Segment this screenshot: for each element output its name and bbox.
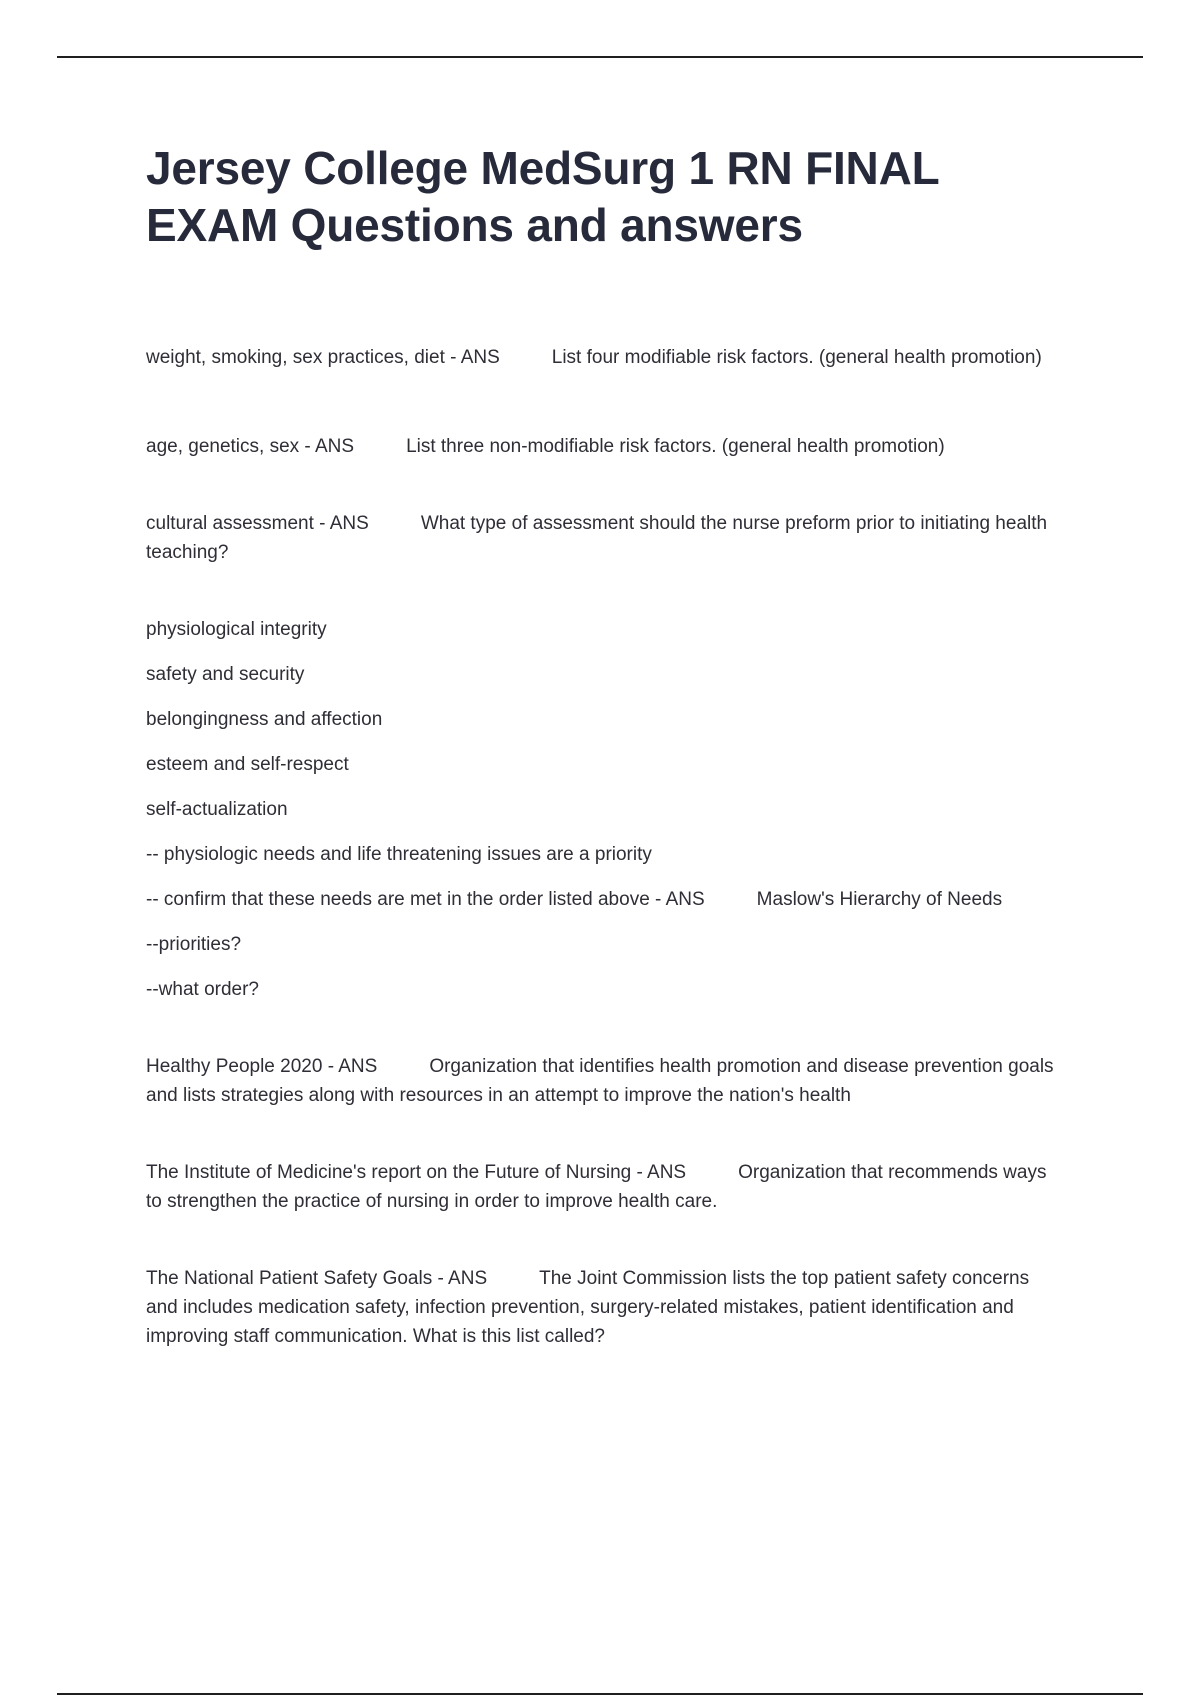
answer-text: weight, smoking, sex practices, diet - ANS [146, 347, 500, 368]
list-line: physiological integrity [146, 619, 327, 640]
question-text: Organization that identifies health promotion and disease prevention goals and lists strategies along with resources in an attempt to improve the nation's health [146, 1056, 1054, 1106]
qa-entry [146, 1158, 1066, 1216]
document-title: Jersey College MedSurg 1 RN FINAL EXAM Questions and answers [146, 142, 939, 251]
list-line: safety and security [146, 664, 305, 685]
qa-entry [146, 343, 1066, 372]
qa-line [146, 1264, 1066, 1351]
list-line: belongingness and affection [146, 709, 383, 730]
list-line: -- physiologic needs and life threatening issues are a priority [146, 844, 652, 865]
question-text: Organization that recommends ways to strengthen the practice of nursing in order to improve health care. [146, 1162, 1047, 1212]
answer-text: age, genetics, sex - ANS [146, 436, 355, 457]
list-line: esteem and self-respect [146, 754, 349, 775]
question-text: List three non-modifiable risk factors. (general health promotion) [406, 436, 945, 457]
qa-entry [146, 432, 1066, 461]
question-text: What type of assessment should the nurse preform prior to initiating health teaching? [146, 513, 1048, 563]
question-text: List four modifiable risk factors. (general health promotion) [551, 347, 1042, 368]
bottom-rule [57, 1693, 1143, 1695]
document-page [146, 140, 1066, 1351]
list-line: --what order? [146, 979, 259, 1000]
answer-text: -- confirm that these needs are met in the order listed above - ANS [146, 889, 705, 910]
answer-text: cultural assessment - ANS [146, 513, 369, 534]
top-rule [57, 56, 1143, 58]
qa-line [146, 1052, 1066, 1110]
list-line: self-actualization [146, 799, 288, 820]
qa-entry [146, 1264, 1066, 1351]
qa-entry [146, 509, 1066, 567]
answer-text: The National Patient Safety Goals - ANS [146, 1268, 488, 1289]
question-text: The Joint Commission lists the top patient safety concerns and includes medication safety, infection prevention, surgery-related mistakes, patient identification and improving staff communication. What is this list called? [146, 1268, 1030, 1347]
question-text: Maslow's Hierarchy of Needs [756, 889, 1003, 910]
qa-entry-maslow [146, 615, 1066, 1004]
qa-line [146, 343, 1066, 372]
qa-line [146, 509, 1066, 567]
qa-list [146, 343, 1066, 1351]
answer-text: Healthy People 2020 - ANS [146, 1056, 378, 1077]
qa-line [146, 1158, 1066, 1216]
qa-line [146, 432, 1066, 461]
answer-text: The Institute of Medicine's report on the Future of Nursing - ANS [146, 1162, 687, 1183]
qa-entry [146, 1052, 1066, 1110]
list-line: --priorities? [146, 934, 242, 955]
qa-line [146, 885, 1066, 914]
